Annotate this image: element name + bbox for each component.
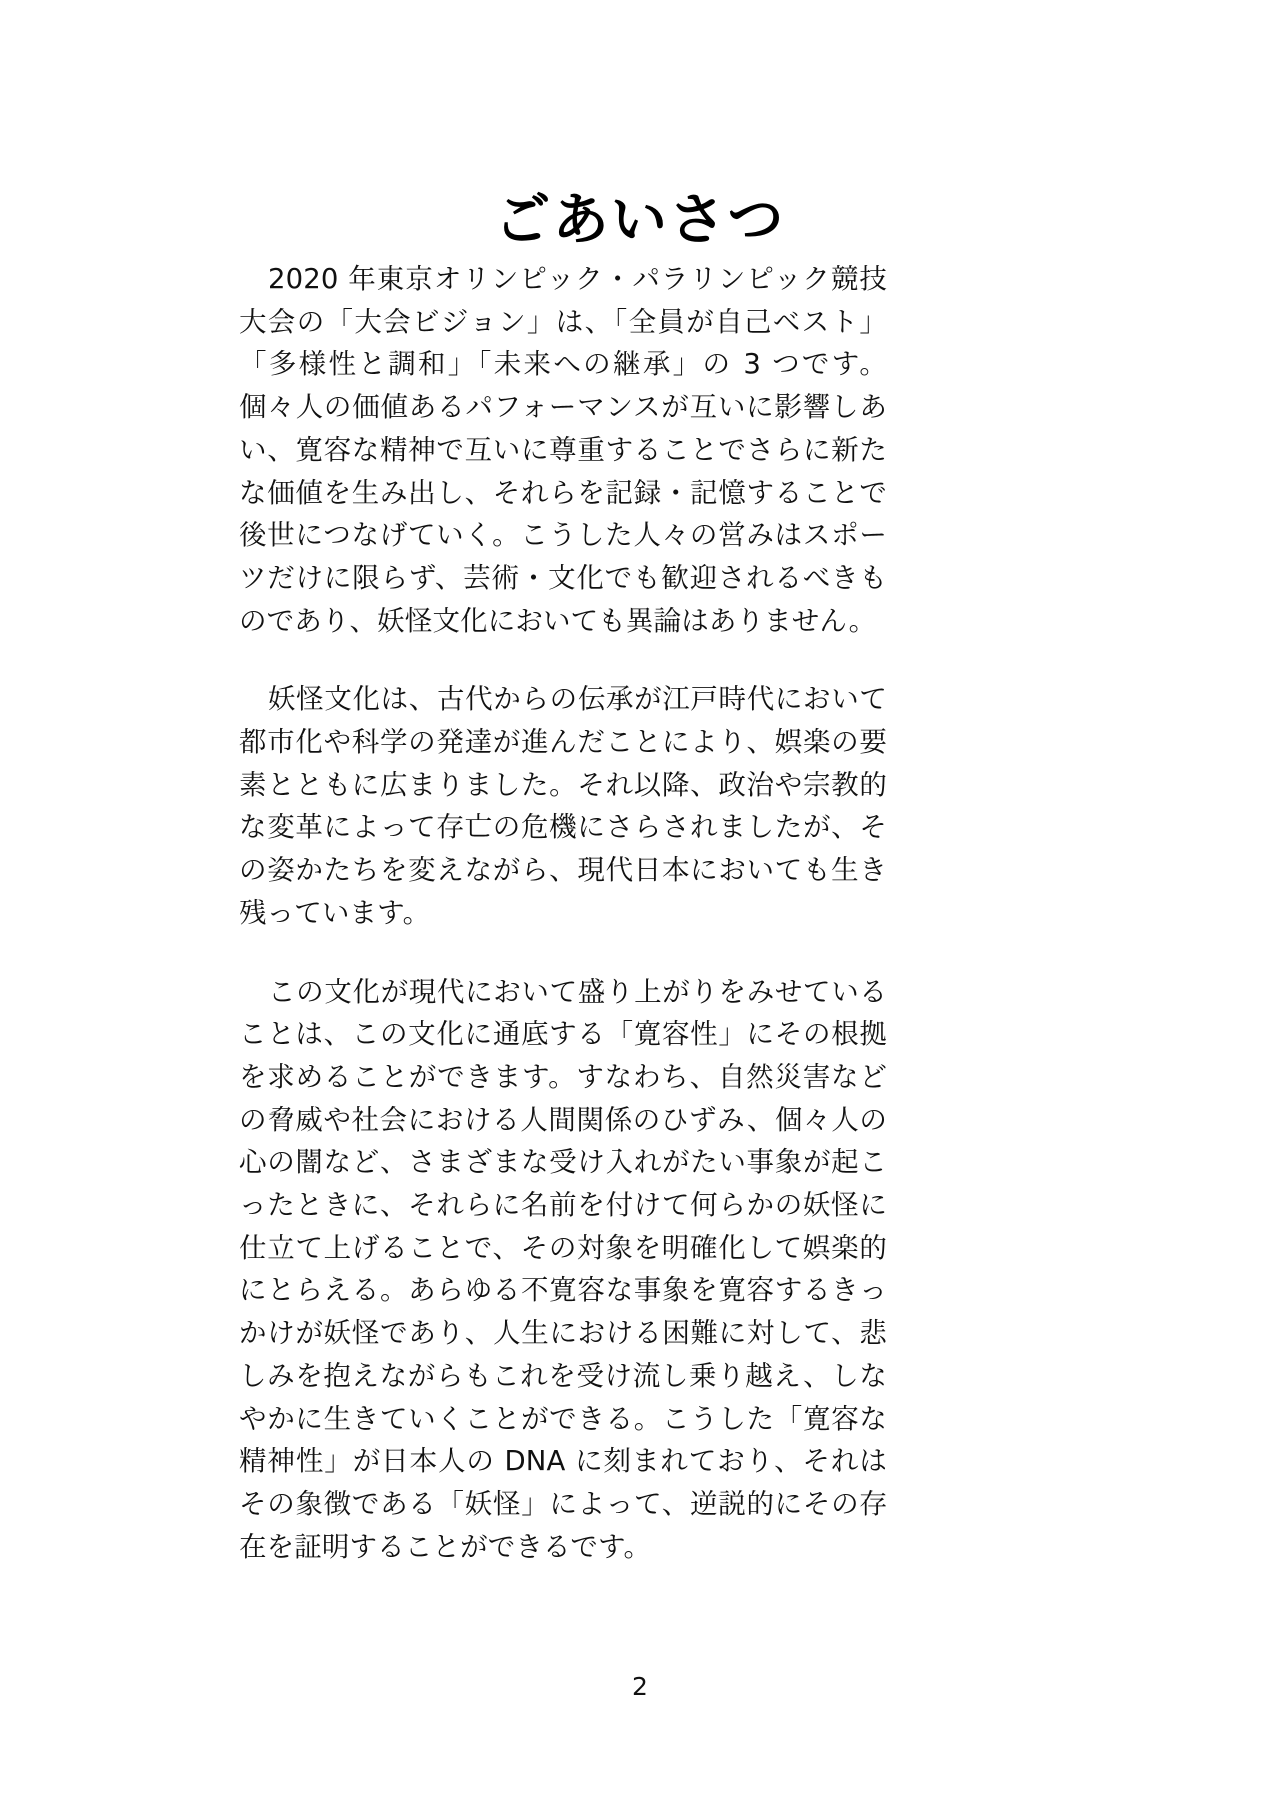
page-title: ごあいさつ — [494, 187, 786, 253]
paragraph: 2020 年東京オリンピック・パラリンピック競技大会の「大会ビジョン」は、「全員が自己ベスト」「多様性と調和」「未来への継承」の 3 つです。個々人の価値あるパフォーマンスが互いに影響しあい、寛容な精神で互いに尊重することでさらに新たな価値を生み出し、それらを記録・記憶することで後世につなげていく。こうした人々の営みはスポーツだけに限らず、芸術・文化でも歓迎されるべきものであり、妖怪文化においても異論はありません。 — [239, 263, 887, 637]
page-number: 2 — [632, 1672, 648, 1701]
paragraph: 妖怪文化は、古代からの伝承が江戸時代において都市化や科学の発達が進んだことにより、娯楽の要素とともに広まりました。それ以降、政治や宗教的な変革によって存亡の危機にさらされましたが、その姿かたちを変えながら、現代日本においても生き残っています。 — [239, 683, 887, 929]
paragraph: この文化が現代において盛り上がりをみせていることは、この文化に通底する「寛容性」にその根拠を求めることができます。すなわち、自然災害などの脅威や社会における人間関係のひずみ、個々人の心の闇など、さまざまな受け入れがたい事象が起こったときに、それらに名前を付けて何らかの妖怪に仕立て上げることで、その対象を明確化して娯楽的にとらえる。あらゆる不寛容な事象を寛容するきっかけが妖怪であり、人生における困難に対して、悲しみを抱えながらもこれを受け流し乗り越え、しなやかに生きていくことができる。こうした「寛容な精神性」が日本人の DNA に刻まれており、それはその象徴である「妖怪」によって、逆説的にその存在を証明することができるです。 — [239, 975, 887, 1563]
body-text-block — [239, 258, 887, 1568]
